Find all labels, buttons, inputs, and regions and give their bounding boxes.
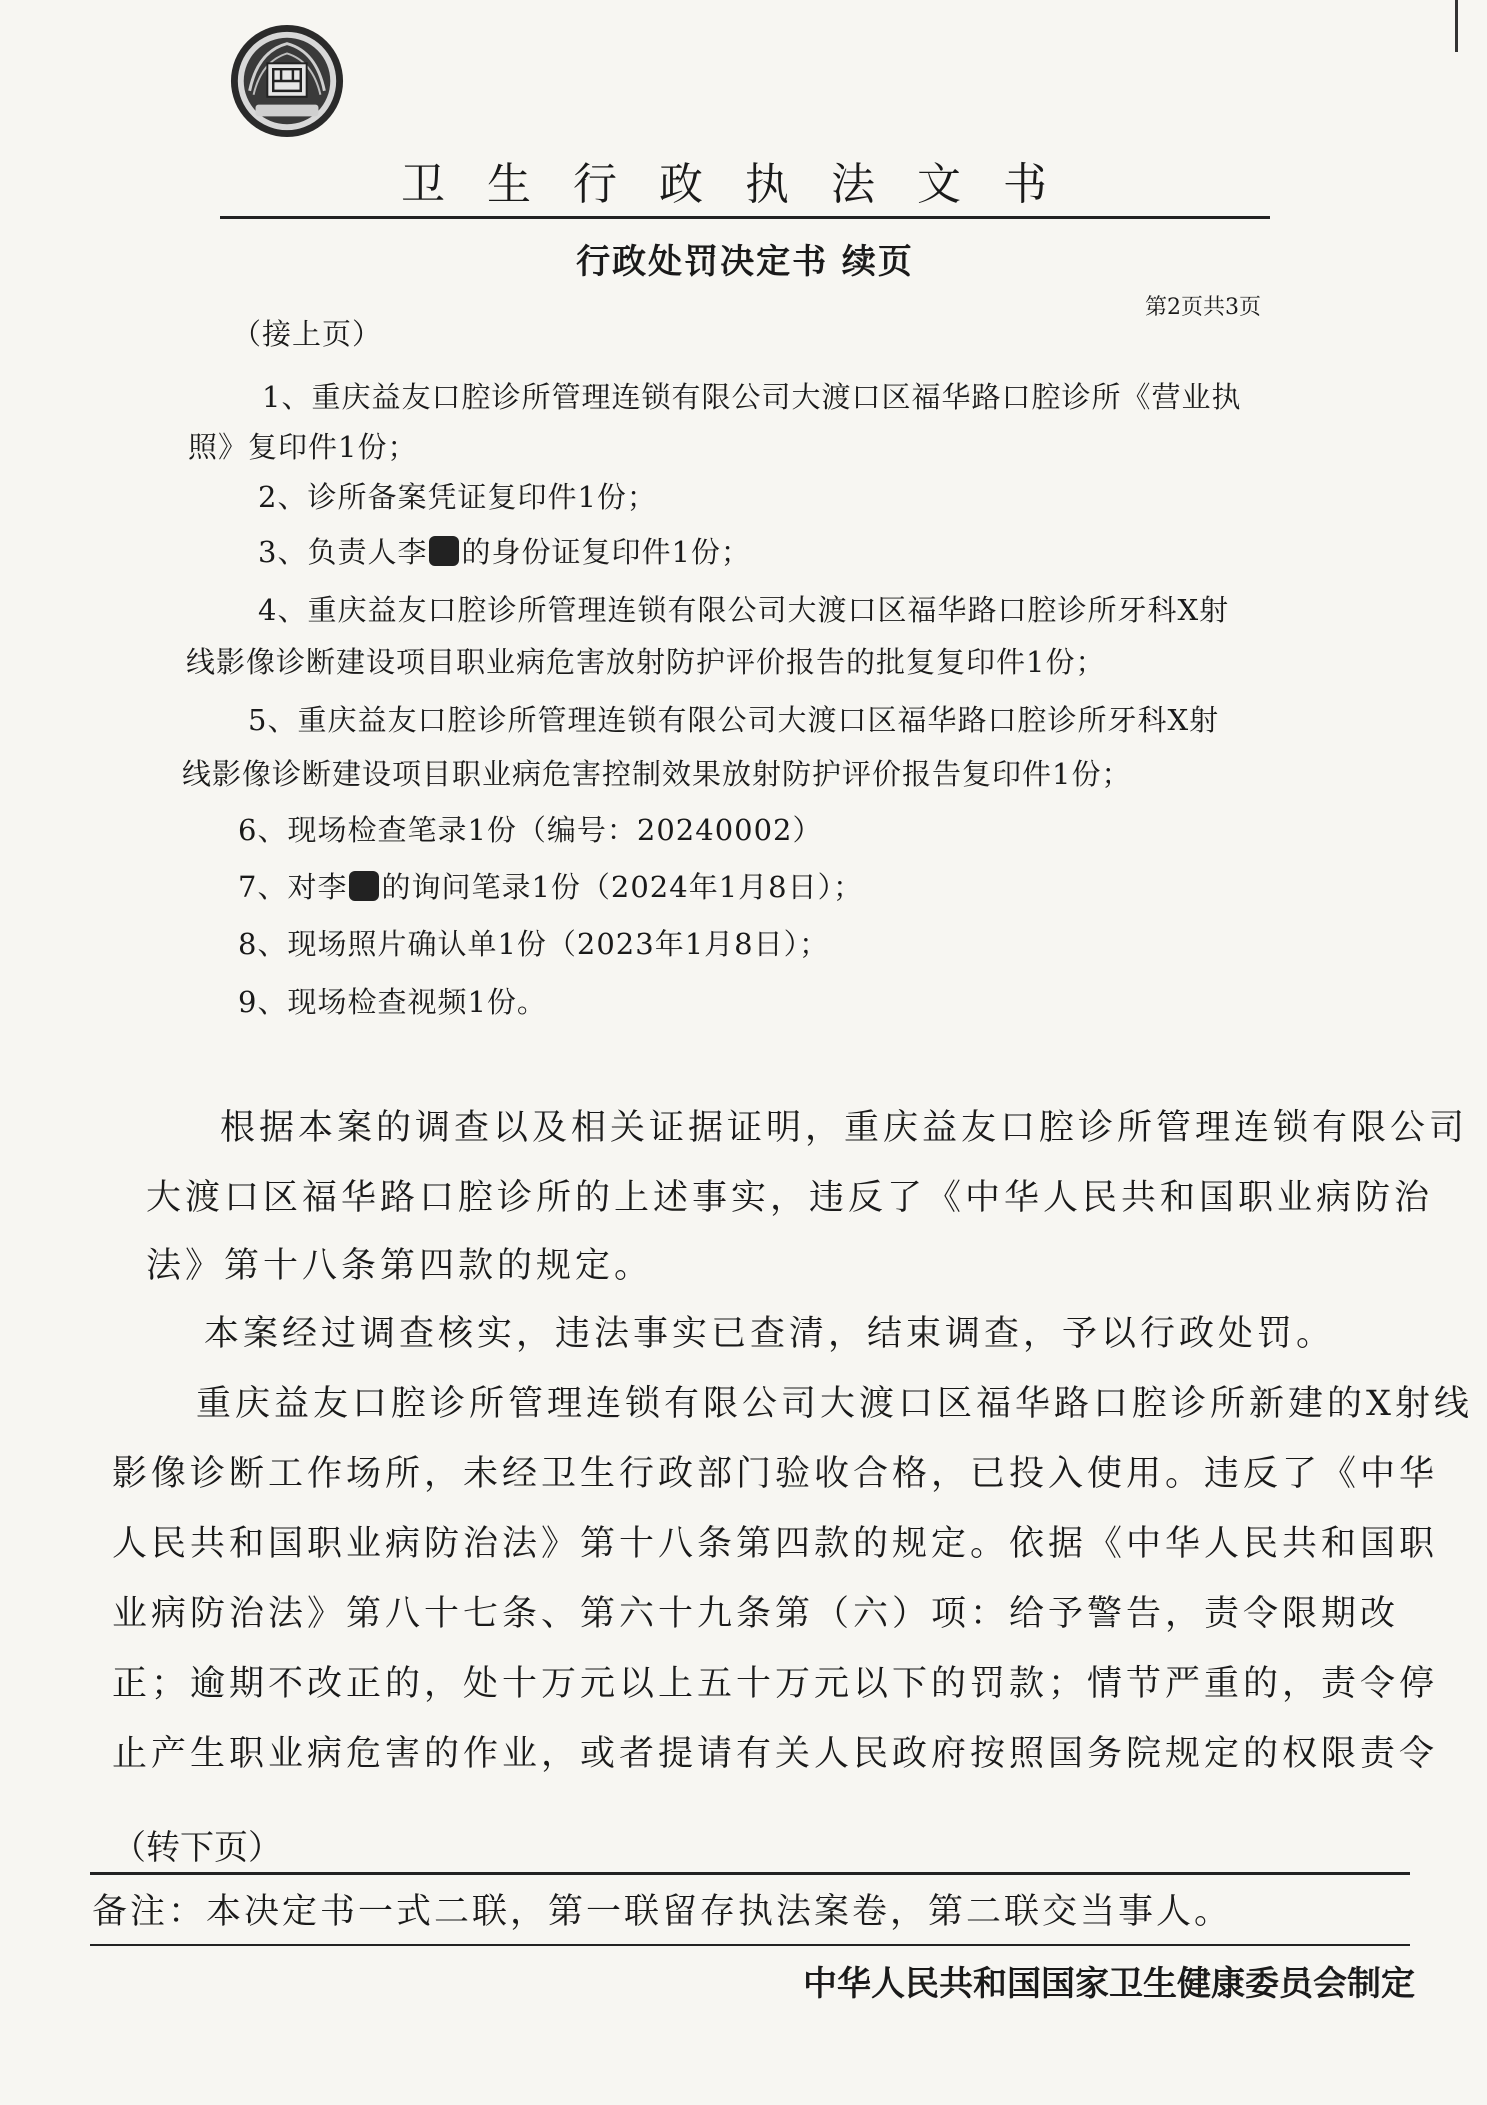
evidence-item	[238, 865, 863, 906]
document-title: 卫生行政执法文书	[401, 159, 1089, 210]
continued-to-label: （转下页）	[112, 1828, 282, 1868]
evidence-item	[258, 475, 657, 516]
evidence-item	[248, 698, 1219, 739]
title-rule	[220, 216, 1270, 219]
body-paragraph-line: 重庆益友口腔诊所管理连锁有限公司大渡口区福华路口腔诊所新建的X射线	[196, 1384, 1473, 1424]
evidence-item	[186, 640, 1105, 681]
health-enforcement-emblem-icon	[228, 22, 346, 140]
body-paragraph-line: 本案经过调查核实，违法事实已查清，结束调查，予以行政处罚。	[204, 1314, 1336, 1354]
evidence-text: 的询问笔录1份（2024年1月8日）；	[381, 870, 864, 904]
evidence-item	[238, 980, 547, 1021]
page-indicator: 第2页共3页	[1145, 295, 1261, 320]
redaction-mark	[349, 871, 379, 901]
redaction-mark	[429, 536, 459, 566]
body-paragraph-line: 影像诊断工作场所，未经卫生行政部门验收合格，已投入使用。违反了《中华	[112, 1454, 1439, 1494]
evidence-text: 1、重庆益友口腔诊所管理连锁有限公司大渡口区福华路口腔诊所《营业执	[262, 380, 1242, 414]
evidence-item	[238, 922, 829, 963]
footer-rule-lower	[90, 1944, 1410, 1946]
scan-edge-line	[1455, 0, 1458, 52]
document-subtitle: 行政处罚决定书 续页	[576, 242, 914, 282]
evidence-item	[258, 530, 751, 571]
evidence-text: 3、负责人李	[258, 535, 428, 569]
body-paragraph-line: 止产生职业病危害的作业，或者提请有关人民政府按照国务院规定的权限责令	[112, 1734, 1439, 1774]
evidence-text: 6、现场检查笔录1份（编号：20240002）	[238, 813, 823, 847]
evidence-item	[238, 808, 823, 849]
evidence-text: 2、诊所备案凭证复印件1份；	[258, 480, 657, 514]
evidence-item	[188, 425, 417, 466]
body-paragraph-line: 业病防治法》第八十七条、第六十九条第（六）项：给予警告，责令限期改	[112, 1594, 1400, 1634]
evidence-text: 4、重庆益友口腔诊所管理连锁有限公司大渡口区福华路口腔诊所牙科X射	[258, 593, 1230, 627]
body-paragraph-line: 人民共和国职业病防治法》第十八条第四款的规定。依据《中华人民共和国职	[112, 1524, 1439, 1564]
evidence-item	[182, 752, 1131, 793]
evidence-text: 照》复印件1份；	[188, 430, 418, 464]
evidence-item	[262, 375, 1241, 416]
continued-from-label: （接上页）	[232, 317, 383, 351]
evidence-text: 线影像诊断建设项目职业病危害控制效果放射防护评价报告复印件1份；	[182, 757, 1132, 791]
body-paragraph-line: 法》第十八条第四款的规定。	[146, 1246, 654, 1286]
evidence-text: 线影像诊断建设项目职业病危害放射防护评价报告的批复复印件1份；	[186, 645, 1106, 679]
remarks: 备注：本决定书一式二联，第一联留存执法案卷，第二联交当事人。	[92, 1892, 1233, 1932]
evidence-text: 7、对李	[238, 870, 348, 904]
evidence-text: 的身份证复印件1份；	[461, 535, 751, 569]
evidence-text: 5、重庆益友口腔诊所管理连锁有限公司大渡口区福华路口腔诊所牙科X射	[248, 703, 1220, 737]
evidence-text: 9、现场检查视频1份。	[238, 985, 547, 1019]
evidence-text: 8、现场照片确认单1份（2023年1月8日）；	[238, 927, 830, 961]
footer-rule	[90, 1872, 1410, 1875]
body-paragraph-line: 正；逾期不改正的，处十万元以上五十万元以下的罚款；情节严重的，责令停	[112, 1664, 1439, 1704]
evidence-item	[258, 588, 1229, 629]
body-paragraph-line: 大渡口区福华路口腔诊所的上述事实，违反了《中华人民共和国职业病防治	[146, 1178, 1434, 1218]
issuing-authority: 中华人民共和国国家卫生健康委员会制定	[803, 1964, 1415, 2004]
body-paragraph-line: 根据本案的调查以及相关证据证明，重庆益友口腔诊所管理连锁有限公司	[220, 1108, 1469, 1148]
